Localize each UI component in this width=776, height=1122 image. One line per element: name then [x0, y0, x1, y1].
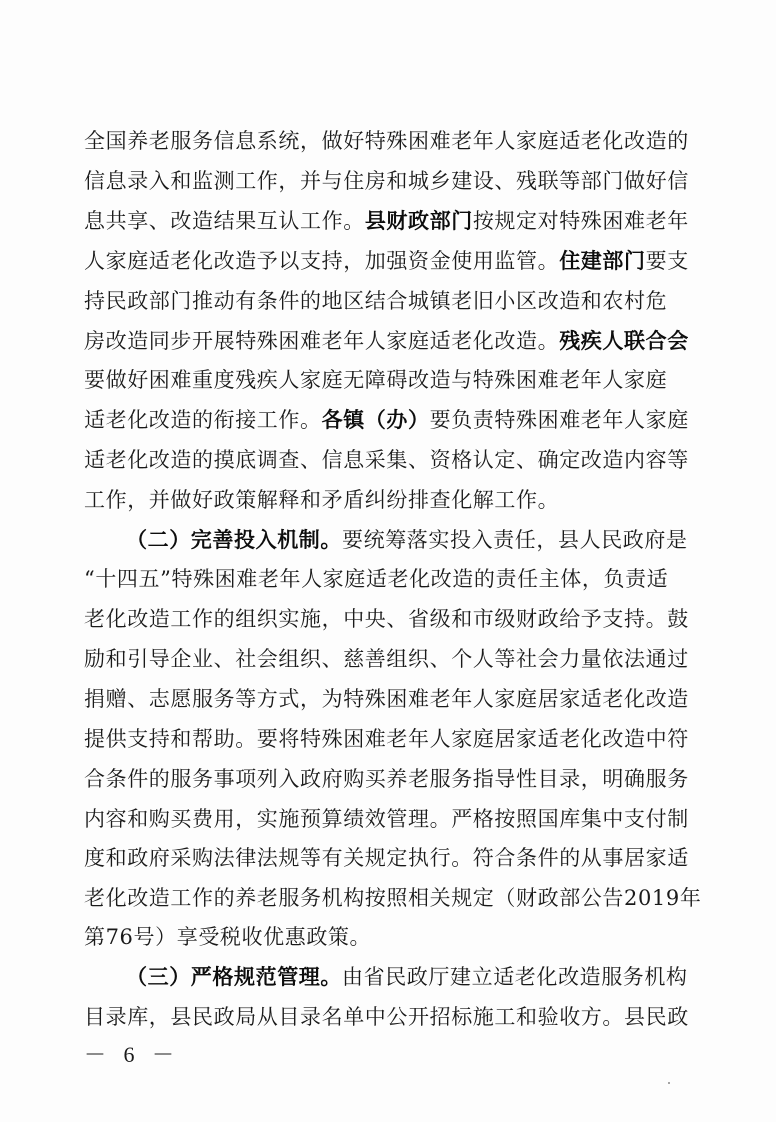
text-line: [84, 121, 689, 161]
text-line: [84, 878, 702, 918]
text-line: [84, 241, 689, 281]
text-run: 全国养老服务信息系统，做好特殊困难老年人家庭适老化改造的: [84, 129, 689, 153]
scan-speck: [668, 1082, 670, 1084]
text-run: 老化改造工作的养老服务机构按照相关规定（财政部公告2019年: [84, 886, 702, 910]
text-line: [84, 201, 689, 241]
text-run: 度和政府采购法律法规等有关规定执行。符合条件的从事居家适: [84, 846, 689, 870]
text-line: [126, 520, 686, 560]
bold-phrase: 各镇（办）: [321, 408, 430, 432]
text-run: 信息录入和监测工作，并与住房和城乡建设、残联等部门做好信: [84, 169, 689, 193]
text-line: [84, 997, 689, 1037]
text-line: [84, 440, 689, 480]
text-line: [126, 957, 686, 997]
text-run: “十四五”特殊困难老年人家庭适老化改造的责任主体，负责适: [84, 567, 669, 591]
text-line: [84, 639, 689, 679]
text-run: 要支: [645, 249, 689, 273]
bold-phrase: 县财政部门: [364, 209, 473, 233]
text-line: [84, 161, 689, 201]
text-run: 适老化改造的衔接工作。: [84, 408, 322, 432]
text-line: [84, 559, 684, 599]
text-line: [84, 321, 689, 361]
text-run: 息共享、改造结果互认工作。: [84, 209, 365, 233]
text-run: 内容和购买费用，实施预算绩效管理。严格按照国库集中支付制: [84, 807, 689, 831]
text-line: [84, 838, 689, 878]
text-line: [84, 480, 684, 520]
bold-phrase: 住建部门: [559, 249, 646, 273]
text-line: [84, 400, 689, 440]
text-line: [84, 799, 689, 839]
text-run: 老化改造工作的组织实施，中央、省级和市级财政给予支持。鼓: [84, 607, 689, 631]
text-line: [84, 599, 689, 639]
text-run: 房改造同步开展特殊困难老年人家庭适老化改造。: [84, 329, 560, 353]
text-line: [84, 281, 684, 321]
text-run: 要做好困难重度残疾人家庭无障碍改造与特殊困难老年人家庭: [84, 368, 668, 392]
text-run: 第76号）享受税收优惠政策。: [84, 925, 372, 949]
text-run: 由省民政厅建立适老化改造服务机构: [342, 965, 688, 989]
text-run: 持民政部门推动有条件的地区结合城镇老旧小区改造和农村危: [84, 289, 668, 313]
text-run: 励和引导企业、社会组织、慈善组织、个人等社会力量依法通过: [84, 647, 689, 671]
text-line: [84, 719, 689, 759]
text-run: 要负责特殊困难老年人家庭: [429, 408, 689, 432]
text-run: 合条件的服务事项列入政府购买养老服务指导性目录，明确服务: [84, 767, 689, 791]
bold-phrase: （二）完善投入机制。: [126, 528, 342, 552]
text-run: 要统筹落实投入责任，县人民政府是: [342, 528, 688, 552]
bold-phrase: （三）严格规范管理。: [126, 965, 342, 989]
page-number: － 6 －: [84, 1042, 181, 1067]
text-run: 提供支持和帮助。要将特殊困难老年人家庭居家适老化改造中符: [84, 727, 689, 751]
text-line: [84, 759, 689, 799]
bold-phrase: 残疾人联合会: [559, 329, 689, 353]
text-line: [84, 679, 689, 719]
text-line: [84, 360, 684, 400]
text-run: 人家庭适老化改造予以支持，加强资金使用监管。: [84, 249, 560, 273]
text-run: 按规定对特殊困难老年: [472, 209, 689, 233]
text-run: 捐赠、志愿服务等方式，为特殊困难老年人家庭居家适老化改造: [84, 687, 689, 711]
text-run: 适老化改造的摸底调查、信息采集、资格认定、确定改造内容等: [84, 448, 689, 472]
text-line: [84, 917, 684, 957]
text-run: 工作，并做好政策解释和矛盾纠纷排查化解工作。: [84, 488, 560, 512]
text-run: 目录库，县民政局从目录名单中公开招标施工和验收方。县民政: [84, 1005, 689, 1029]
